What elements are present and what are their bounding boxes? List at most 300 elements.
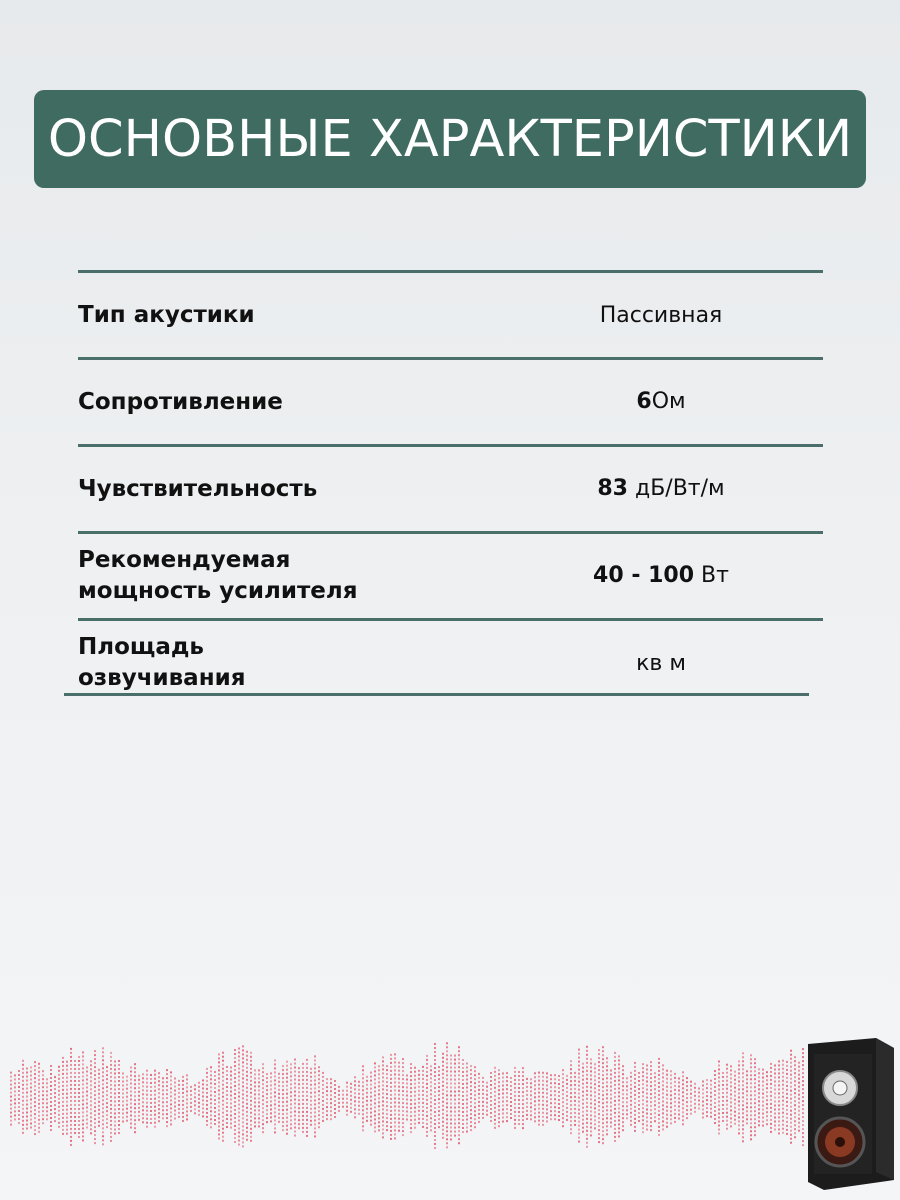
sound-wave-dot [454,1055,456,1057]
sound-wave-dot [618,1095,620,1097]
sound-wave-dot [374,1130,376,1132]
sound-wave-dot [74,1092,76,1094]
sound-wave-dot [258,1109,260,1111]
sound-wave-dot [742,1124,744,1126]
sound-wave-dot [690,1081,692,1083]
sound-wave-dot [754,1098,756,1100]
sound-wave-dot [446,1142,448,1144]
sound-wave-dot [662,1088,664,1090]
sound-wave-dot [582,1063,584,1065]
sound-wave-dot [630,1088,632,1090]
sound-wave-dot [790,1102,792,1104]
sound-wave-dot [242,1097,244,1099]
sound-wave-dot [102,1051,104,1053]
sound-wave-dot [534,1092,536,1094]
sound-wave-dot [206,1080,208,1082]
sound-wave-dot [398,1094,400,1096]
sound-wave-dot [250,1140,252,1142]
sound-wave-dot [150,1094,152,1096]
sound-wave-dot [782,1132,784,1134]
sound-wave-dot [262,1079,264,1081]
sound-wave-dot [598,1081,600,1083]
sound-wave-dot [318,1090,320,1092]
sound-wave-dot [66,1109,68,1111]
sound-wave-dot [74,1088,76,1090]
sound-wave-dot [446,1086,448,1088]
sound-wave-dot [370,1116,372,1118]
sound-wave-dot [618,1063,620,1065]
sound-wave-dot [758,1124,760,1126]
sound-wave-dot [282,1113,284,1115]
sound-wave-dot [274,1087,276,1089]
sound-wave-dot [262,1087,264,1089]
sound-wave-dot [618,1075,620,1077]
sound-wave-dot [422,1070,424,1072]
sound-wave-dot [758,1104,760,1106]
sound-wave-dot [446,1094,448,1096]
sound-wave-dot [750,1058,752,1060]
sound-wave-dot [722,1100,724,1102]
sound-wave-dot [146,1094,148,1096]
sound-wave-dot [498,1101,500,1103]
sound-wave-dot [22,1112,24,1114]
sound-wave-dot [210,1106,212,1108]
sound-wave-dot [130,1083,132,1085]
sound-wave-dot [286,1109,288,1111]
sound-wave-dot [394,1065,396,1067]
sound-wave-dot [422,1086,424,1088]
sound-wave-dot [434,1091,436,1093]
sound-wave-dot [446,1070,448,1072]
sound-wave-dot [722,1112,724,1114]
sound-wave-dot [34,1065,36,1067]
sound-wave-dot [530,1082,532,1084]
sound-wave-dot [602,1122,604,1124]
sound-wave-dot [514,1127,516,1129]
sound-wave-dot [446,1102,448,1104]
sound-wave-dot [166,1109,168,1111]
sound-wave-dot [362,1081,364,1083]
sound-wave-dot [550,1074,552,1076]
sound-wave-dot [426,1131,428,1133]
sound-wave-dot [642,1119,644,1121]
sound-wave-dot [82,1075,84,1077]
sound-wave-dot [318,1118,320,1120]
sound-wave-dot [50,1109,52,1111]
sound-wave-dot [466,1075,468,1077]
sound-wave-dot [210,1082,212,1084]
sound-wave-dot [290,1103,292,1105]
sound-wave-dot [650,1093,652,1095]
sound-wave-dot [138,1091,140,1093]
sound-wave-dot [654,1112,656,1114]
sound-wave-dot [646,1117,648,1119]
sound-wave-dot [434,1139,436,1141]
sound-wave-dot [606,1129,608,1131]
sound-wave-dot [402,1062,404,1064]
sound-wave-dot [318,1078,320,1080]
sound-wave-dot [770,1131,772,1133]
sound-wave-dot [42,1110,44,1112]
sound-wave-dot [418,1122,420,1124]
sound-wave-dot [278,1109,280,1111]
sound-wave-dot [502,1101,504,1103]
sound-wave-dot [462,1079,464,1081]
sound-wave-dot [654,1096,656,1098]
sound-wave-dot [510,1085,512,1087]
sound-wave-dot [234,1093,236,1095]
sound-wave-dot [206,1112,208,1114]
sound-wave-dot [254,1101,256,1103]
sound-wave-dot [542,1112,544,1114]
sound-wave-dot [42,1114,44,1116]
sound-wave-dot [758,1112,760,1114]
sound-wave-dot [786,1105,788,1107]
sound-wave-dot [394,1085,396,1087]
sound-wave-dot [782,1060,784,1062]
sound-wave-dot [506,1084,508,1086]
sound-wave-dot [366,1100,368,1102]
speaker-side-panel [876,1038,894,1180]
sound-wave-dot [446,1114,448,1116]
sound-wave-dot [34,1089,36,1091]
sound-wave-dot [750,1106,752,1108]
sound-wave-dot [422,1090,424,1092]
sound-wave-dot [682,1123,684,1125]
sound-wave-dot [578,1049,580,1051]
sound-wave-dot [318,1114,320,1116]
sound-wave-dot [270,1084,272,1086]
sound-wave-dot [234,1065,236,1067]
sound-wave-dot [202,1111,204,1113]
sound-wave-dot [306,1095,308,1097]
sound-wave-dot [438,1122,440,1124]
sound-wave-dot [310,1124,312,1126]
sound-wave-dot [390,1054,392,1056]
sound-wave-dot [758,1108,760,1110]
sound-wave-dot [454,1087,456,1089]
sound-wave-dot [586,1074,588,1076]
sound-wave-dot [158,1100,160,1102]
sound-wave-dot [730,1093,732,1095]
sound-wave-dot [790,1122,792,1124]
sound-wave-dot [754,1086,756,1088]
sound-wave-dot [86,1091,88,1093]
sound-wave-dot [646,1097,648,1099]
sound-wave-dot [614,1120,616,1122]
sound-wave-dot [198,1098,200,1100]
sound-wave-dot [82,1115,84,1117]
sound-wave-dot [438,1118,440,1120]
sound-wave-dot [786,1081,788,1083]
sound-wave-dot [298,1087,300,1089]
sound-wave-dot [762,1077,764,1079]
sound-wave-dot [194,1108,196,1110]
sound-wave-dot [786,1085,788,1087]
sound-wave-dot [726,1068,728,1070]
sound-wave-dot [682,1079,684,1081]
sound-wave-dot [174,1098,176,1100]
sound-wave-dot [430,1085,432,1087]
sound-wave-dot [646,1089,648,1091]
sound-wave-dot [298,1079,300,1081]
sound-wave-dot [790,1126,792,1128]
sound-wave-dot [606,1133,608,1135]
sound-wave-dot [618,1099,620,1101]
sound-wave-dot [238,1060,240,1062]
sound-wave-dot [474,1074,476,1076]
sound-wave-dot [326,1082,328,1084]
sound-wave-dot [430,1089,432,1091]
sound-wave-dot [110,1096,112,1098]
sound-wave-dot [710,1084,712,1086]
sound-wave-dot [66,1101,68,1103]
sound-wave-dot [74,1084,76,1086]
sound-wave-dot [334,1112,336,1114]
spec-label-impedance: Сопротивление [78,389,283,415]
sound-wave-dot [766,1111,768,1113]
sound-wave-dot [226,1114,228,1116]
sound-wave-dot [290,1071,292,1073]
sound-wave-dot [246,1087,248,1089]
sound-wave-dot [222,1120,224,1122]
sound-wave-dot [186,1106,188,1108]
sound-wave-dot [22,1108,24,1110]
sound-wave-dot [310,1096,312,1098]
sound-wave-dot [22,1068,24,1070]
sound-wave-dot [210,1122,212,1124]
sound-wave-dot [74,1064,76,1066]
sound-wave-dot [426,1087,428,1089]
sound-wave-dot [10,1088,12,1090]
sound-wave-dot [586,1102,588,1104]
sound-wave-dot [378,1065,380,1067]
sound-wave-dot [738,1128,740,1130]
sound-wave-dot [430,1125,432,1127]
sound-wave-dot [578,1085,580,1087]
sound-wave-dot [646,1069,648,1071]
sound-wave-dot [382,1068,384,1070]
sound-wave-dot [598,1105,600,1107]
sound-wave-dot [390,1134,392,1136]
sound-wave-dot [410,1123,412,1125]
sound-wave-dot [150,1078,152,1080]
sound-wave-dot [282,1065,284,1067]
sound-wave-dot [466,1087,468,1089]
sound-wave-dot [778,1124,780,1126]
sound-wave-dot [482,1089,484,1091]
sound-wave-dot [314,1095,316,1097]
sound-wave-dot [38,1087,40,1089]
sound-wave-dot [446,1066,448,1068]
sound-wave-dot [510,1101,512,1103]
sound-wave-dot [450,1111,452,1113]
sound-wave-dot [330,1086,332,1088]
sound-wave-dot [662,1128,664,1130]
sound-wave-dot [538,1124,540,1126]
sound-wave-dot [518,1107,520,1109]
sound-wave-dot [38,1083,40,1085]
sound-wave-dot [614,1084,616,1086]
sound-wave-dot [542,1092,544,1094]
sound-wave-dot [498,1113,500,1115]
sound-wave-dot [314,1087,316,1089]
sound-wave-dot [610,1070,612,1072]
sound-wave-dot [102,1103,104,1105]
sound-wave-dot [414,1091,416,1093]
sound-wave-dot [378,1113,380,1115]
sound-wave-dot [646,1125,648,1127]
sound-wave-dot [114,1069,116,1071]
sound-wave-dot [618,1059,620,1061]
sound-wave-dot [162,1101,164,1103]
sound-wave-dot [506,1104,508,1106]
sound-wave-dot [726,1064,728,1066]
sound-wave-dot [394,1097,396,1099]
sound-wave-dot [206,1116,208,1118]
sound-wave-dot [586,1114,588,1116]
sound-wave-dot [58,1086,60,1088]
sound-wave-dot [402,1066,404,1068]
sound-wave-dot [170,1075,172,1077]
sound-wave-dot [134,1099,136,1101]
sound-wave-dot [22,1092,24,1094]
sound-wave-dot [498,1073,500,1075]
sound-wave-dot [126,1092,128,1094]
sound-wave-dot [454,1103,456,1105]
sound-wave-dot [102,1107,104,1109]
sound-wave-dot [302,1111,304,1113]
sound-wave-dot [370,1084,372,1086]
sound-wave-dot [62,1129,64,1131]
sound-wave-dot [114,1073,116,1075]
sound-wave-dot [570,1100,572,1102]
sound-wave-dot [86,1079,88,1081]
sound-wave-dot [566,1083,568,1085]
sound-wave-dot [90,1104,92,1106]
sound-wave-dot [454,1123,456,1125]
sound-wave-dot [434,1055,436,1057]
sound-wave-dot [586,1090,588,1092]
sound-wave-dot [482,1109,484,1111]
sound-wave-dot [134,1127,136,1129]
sound-wave-dot [750,1086,752,1088]
sound-wave-dot [686,1093,688,1095]
sound-wave-dot [486,1098,488,1100]
sound-wave-dot [194,1084,196,1086]
sound-wave-dot [646,1113,648,1115]
sound-wave-dot [166,1101,168,1103]
sound-wave-dot [182,1112,184,1114]
sound-wave-dot [146,1118,148,1120]
sound-wave-dot [682,1083,684,1085]
sound-wave-dot [614,1072,616,1074]
sound-wave-dot [598,1097,600,1099]
sound-wave-dot [582,1091,584,1093]
sound-wave-dot [70,1052,72,1054]
sound-wave-dot [426,1075,428,1077]
sound-wave-dot [114,1085,116,1087]
sound-wave-dot [310,1092,312,1094]
sound-wave-dot [774,1101,776,1103]
sound-wave-dot [774,1093,776,1095]
sound-wave-dot [390,1110,392,1112]
sound-wave-dot [254,1105,256,1107]
sound-wave-dot [254,1077,256,1079]
sound-wave-dot [334,1100,336,1102]
sound-wave-dot [374,1122,376,1124]
sound-wave-dot [606,1073,608,1075]
sound-wave-dot [394,1113,396,1115]
sound-wave-dot [418,1094,420,1096]
sound-wave-dot [758,1080,760,1082]
sound-wave-dot [62,1109,64,1111]
sound-wave-dot [310,1120,312,1122]
sound-wave-dot [550,1102,552,1104]
sound-wave-dot [326,1090,328,1092]
sound-wave-dot [786,1073,788,1075]
sound-wave-dot [658,1066,660,1068]
sound-wave-dot [646,1109,648,1111]
sound-wave-dot [278,1097,280,1099]
sound-wave-dot [22,1132,24,1134]
sound-wave-dot [390,1094,392,1096]
sound-wave-dot [762,1113,764,1115]
sound-wave-dot [370,1072,372,1074]
sound-wave-dot [370,1108,372,1110]
sound-wave-dot [370,1100,372,1102]
sound-wave-dot [778,1104,780,1106]
sound-wave-dot [70,1108,72,1110]
sound-wave-dot [122,1097,124,1099]
sound-wave-dot [634,1090,636,1092]
sound-wave-dot [662,1068,664,1070]
sound-wave-dot [542,1100,544,1102]
sound-wave-dot [78,1060,80,1062]
sound-wave-dot [462,1059,464,1061]
sound-wave-dot [358,1113,360,1115]
sound-wave-dot [454,1079,456,1081]
sound-wave-dot [750,1090,752,1092]
sound-wave-dot [662,1120,664,1122]
sound-wave-dot [782,1076,784,1078]
sound-wave-dot [42,1070,44,1072]
sound-wave-dot [134,1103,136,1105]
sound-wave-dot [426,1063,428,1065]
sound-wave-dot [530,1106,532,1108]
sound-wave-dot [262,1075,264,1077]
sound-wave-dot [226,1074,228,1076]
sound-wave-dot [458,1050,460,1052]
sound-wave-dot [770,1067,772,1069]
sound-wave-dot [622,1109,624,1111]
sound-wave-dot [710,1112,712,1114]
sound-wave-dot [134,1107,136,1109]
sound-wave-dot [602,1138,604,1140]
sound-wave-dot [278,1073,280,1075]
sound-wave-dot [246,1103,248,1105]
sound-wave-dot [386,1089,388,1091]
sound-wave-dot [218,1069,220,1071]
sound-wave-dot [26,1120,28,1122]
sound-wave-dot [226,1118,228,1120]
sound-wave-dot [662,1108,664,1110]
sound-wave-dot [766,1095,768,1097]
sound-wave-dot [18,1122,20,1124]
sound-wave-dot [46,1078,48,1080]
sound-wave-dot [726,1084,728,1086]
sound-wave-dot [614,1096,616,1098]
